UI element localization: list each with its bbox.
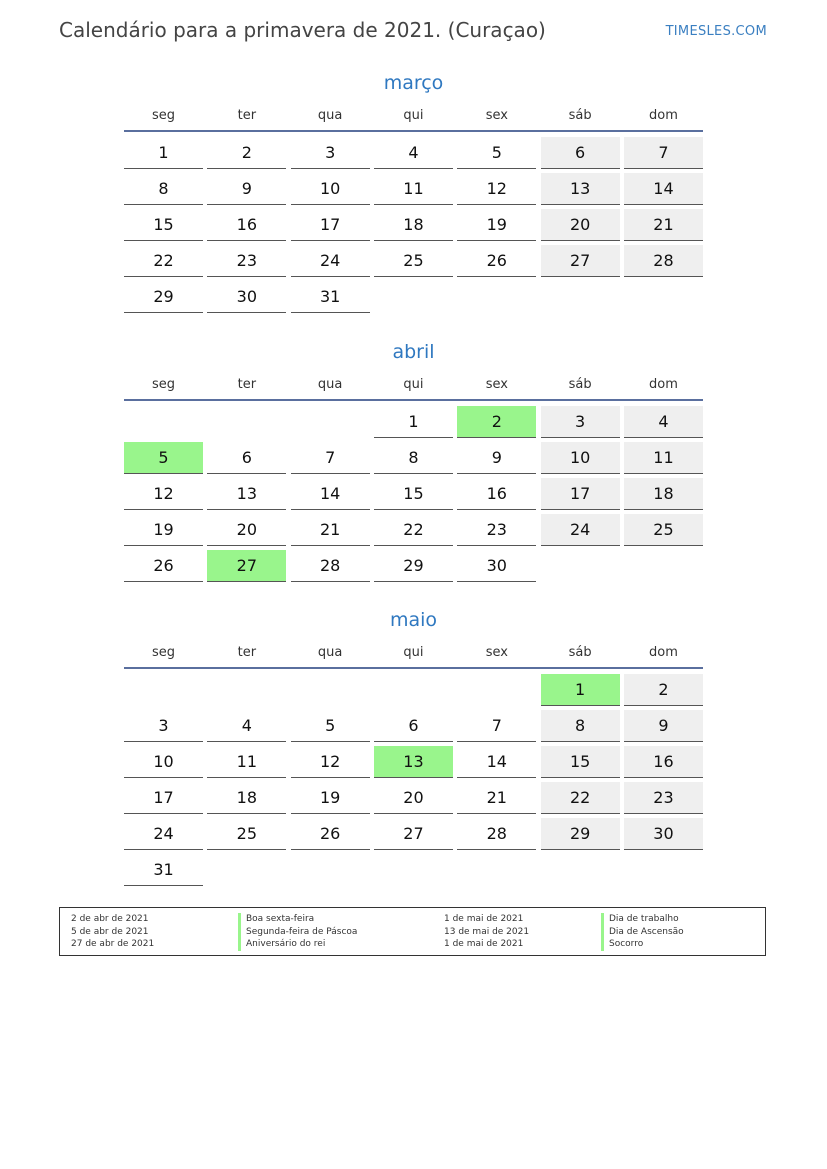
month-name: março	[383, 72, 444, 94]
day-cell: 29	[541, 818, 620, 850]
day-cell: 17	[291, 209, 370, 241]
day-cell: 30	[624, 818, 703, 850]
day-cell: 3	[291, 137, 370, 169]
day-cell: 12	[291, 746, 370, 778]
weekday-label: qua	[317, 108, 343, 123]
legend-holiday-name: Aniversário do rei	[238, 938, 357, 951]
month-march	[124, 68, 703, 313]
day-cell: 9	[624, 710, 703, 742]
header-divider	[124, 399, 703, 401]
day-cell: 9	[207, 173, 286, 205]
legend-holiday-name: Dia de Ascensão	[601, 926, 684, 939]
weekday-label: sex	[485, 108, 508, 123]
day-cell: 11	[374, 173, 453, 205]
day-cell: 18	[374, 209, 453, 241]
day-cell: 17	[124, 782, 203, 814]
day-cell: 7	[291, 442, 370, 474]
weekday-label: ter	[237, 108, 257, 123]
day-grid	[124, 406, 703, 582]
day-cell: 24	[291, 245, 370, 277]
legend-date: 13 de mai de 2021	[444, 926, 530, 937]
day-cell: 5	[457, 137, 536, 169]
day-cell: 2	[207, 137, 286, 169]
day-cell: 8	[124, 173, 203, 205]
day-cell: 4	[207, 710, 286, 742]
page-title: Calendário para a primavera de 2021. (Curaçao)	[59, 18, 546, 42]
empty-cell	[207, 674, 286, 706]
holiday-day-cell: 27	[207, 550, 286, 582]
day-cell: 23	[207, 245, 286, 277]
legend-date: 27 de abr de 2021	[71, 939, 155, 949]
day-cell: 24	[541, 514, 620, 546]
legend-date: 2 de abr de 2021	[71, 914, 149, 924]
day-cell: 11	[624, 442, 703, 474]
day-cell: 1	[124, 137, 203, 169]
weekday-label: seg	[151, 377, 176, 392]
day-cell: 26	[124, 550, 203, 582]
day-cell: 31	[291, 281, 370, 313]
day-cell: 6	[374, 710, 453, 742]
weekday-label: qua	[317, 377, 343, 392]
day-cell: 23	[624, 782, 703, 814]
empty-cell	[374, 674, 453, 706]
legend-date: 1 de mai de 2021	[444, 939, 524, 949]
legend-dates-right	[444, 913, 529, 951]
day-cell: 3	[541, 406, 620, 438]
day-cell: 7	[457, 710, 536, 742]
empty-cell	[457, 674, 536, 706]
day-cell: 15	[541, 746, 620, 778]
day-cell: 6	[541, 137, 620, 169]
day-cell: 21	[291, 514, 370, 546]
day-cell: 25	[207, 818, 286, 850]
day-cell: 9	[457, 442, 536, 474]
weekday-label: seg	[151, 108, 176, 123]
day-cell: 14	[291, 478, 370, 510]
header-divider	[124, 667, 703, 669]
weekday-label: qui	[403, 645, 424, 660]
day-cell: 19	[124, 514, 203, 546]
day-cell: 14	[457, 746, 536, 778]
weekday-label: qui	[403, 108, 424, 123]
weekday-label: sáb	[568, 645, 592, 660]
day-cell: 15	[124, 209, 203, 241]
holiday-day-cell: 1	[541, 674, 620, 706]
empty-cell	[124, 674, 203, 706]
day-cell: 16	[207, 209, 286, 241]
day-cell: 28	[291, 550, 370, 582]
day-cell: 24	[124, 818, 203, 850]
day-cell: 15	[374, 478, 453, 510]
day-cell: 10	[541, 442, 620, 474]
day-cell: 27	[541, 245, 620, 277]
weekday-header	[124, 639, 703, 667]
weekday-label: ter	[237, 377, 257, 392]
day-cell: 12	[124, 478, 203, 510]
legend-date: 5 de abr de 2021	[71, 926, 149, 937]
empty-cell	[207, 406, 286, 438]
legend-date: 1 de mai de 2021	[444, 914, 524, 924]
weekday-label: qui	[403, 377, 424, 392]
weekday-label: dom	[649, 645, 678, 660]
day-cell: 3	[124, 710, 203, 742]
day-cell: 30	[207, 281, 286, 313]
day-cell: 22	[541, 782, 620, 814]
header-divider	[124, 130, 703, 132]
legend-holiday-name: Dia de trabalho	[601, 913, 684, 926]
day-cell: 2	[624, 674, 703, 706]
weekday-header	[124, 371, 703, 399]
day-cell: 29	[124, 281, 203, 313]
legend-names-left	[238, 913, 357, 951]
day-cell: 28	[624, 245, 703, 277]
day-cell: 4	[624, 406, 703, 438]
day-cell: 11	[207, 746, 286, 778]
weekday-label: seg	[151, 645, 176, 660]
day-cell: 31	[124, 854, 203, 886]
day-cell: 19	[457, 209, 536, 241]
day-cell: 5	[291, 710, 370, 742]
holiday-legend	[59, 907, 766, 956]
empty-cell	[291, 406, 370, 438]
day-cell: 6	[207, 442, 286, 474]
month-name: maio	[389, 609, 438, 631]
holiday-day-cell: 5	[124, 442, 203, 474]
day-cell: 10	[124, 746, 203, 778]
day-cell: 26	[291, 818, 370, 850]
day-grid	[124, 674, 703, 886]
day-cell: 18	[624, 478, 703, 510]
weekday-header	[124, 102, 703, 130]
day-cell: 14	[624, 173, 703, 205]
brand-link[interactable]: TIMESLES.COM	[665, 24, 767, 39]
legend-holiday-name: Socorro	[601, 938, 684, 951]
legend-names-right	[601, 913, 684, 951]
day-cell: 10	[291, 173, 370, 205]
day-cell: 17	[541, 478, 620, 510]
weekday-label: dom	[649, 108, 678, 123]
day-cell: 30	[457, 550, 536, 582]
day-cell: 8	[374, 442, 453, 474]
weekday-label: sex	[485, 377, 508, 392]
day-cell: 13	[541, 173, 620, 205]
weekday-label: sáb	[568, 108, 592, 123]
empty-cell	[291, 674, 370, 706]
day-cell: 27	[374, 818, 453, 850]
legend-dates-left	[71, 913, 154, 951]
empty-cell	[124, 406, 203, 438]
day-cell: 1	[374, 406, 453, 438]
day-cell: 26	[457, 245, 536, 277]
day-cell: 21	[624, 209, 703, 241]
day-cell: 8	[541, 710, 620, 742]
day-cell: 21	[457, 782, 536, 814]
day-cell: 19	[291, 782, 370, 814]
day-cell: 20	[207, 514, 286, 546]
holiday-day-cell: 13	[374, 746, 453, 778]
month-april	[124, 337, 703, 582]
month-may	[124, 605, 703, 886]
day-cell: 18	[207, 782, 286, 814]
day-cell: 29	[374, 550, 453, 582]
day-cell: 12	[457, 173, 536, 205]
day-cell: 25	[624, 514, 703, 546]
day-cell: 25	[374, 245, 453, 277]
day-cell: 23	[457, 514, 536, 546]
day-cell: 22	[124, 245, 203, 277]
legend-holiday-name: Boa sexta-feira	[238, 913, 357, 926]
legend-holiday-name: Segunda-feira de Páscoa	[238, 926, 357, 939]
day-cell: 4	[374, 137, 453, 169]
weekday-label: ter	[237, 645, 257, 660]
month-name: abril	[392, 341, 435, 363]
day-cell: 16	[457, 478, 536, 510]
weekday-label: qua	[317, 645, 343, 660]
day-cell: 22	[374, 514, 453, 546]
day-cell: 7	[624, 137, 703, 169]
day-cell: 16	[624, 746, 703, 778]
day-cell: 20	[541, 209, 620, 241]
day-cell: 13	[207, 478, 286, 510]
weekday-label: sex	[485, 645, 508, 660]
weekday-label: dom	[649, 377, 678, 392]
day-cell: 28	[457, 818, 536, 850]
holiday-day-cell: 2	[457, 406, 536, 438]
weekday-label: sáb	[568, 377, 592, 392]
day-grid	[124, 137, 703, 313]
day-cell: 20	[374, 782, 453, 814]
